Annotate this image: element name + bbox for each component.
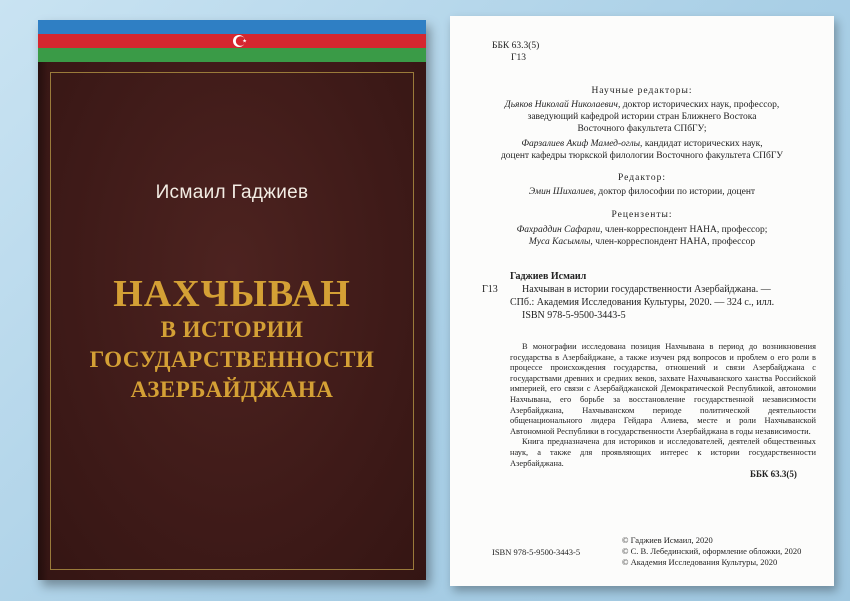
reviewer2-line bbox=[450, 236, 834, 248]
editor1-title: доктор исторических наук, профессор, bbox=[620, 100, 780, 110]
catalog-code-side: Г13 bbox=[482, 284, 498, 295]
azerbaijan-flag-band bbox=[38, 20, 426, 62]
editor2-position: доцент кафедры тюркской филологии Восточного факультета СПбГУ bbox=[500, 151, 784, 161]
imprint-page bbox=[450, 16, 834, 586]
scientific-editors-heading: Научные редакторы: bbox=[591, 86, 693, 96]
editor-desc: доктор философии по истории, доцент bbox=[596, 187, 756, 197]
cover-subtitle-line-3: АЗЕРБАЙДЖАНА bbox=[130, 377, 334, 402]
editor1-name: Дьяков Николай Николаевич, bbox=[504, 100, 621, 110]
crescent-star-icon bbox=[232, 33, 248, 49]
editor-heading: Редактор: bbox=[618, 173, 666, 183]
editor1-line-main bbox=[450, 99, 834, 111]
bbk-code-bottom: ББК 63.3(5) bbox=[750, 469, 797, 479]
reviewer1-line bbox=[450, 224, 834, 236]
copyright-publisher: © Академия Исследования Культуры, 2020 bbox=[622, 557, 778, 567]
cover-subtitle-line-1: В ИСТОРИИ bbox=[160, 317, 304, 342]
reviewers-heading: Рецензенты: bbox=[611, 210, 673, 220]
flag-red-stripe bbox=[38, 34, 426, 48]
reviewer2-name: Муса Касымлы, bbox=[528, 237, 593, 247]
biblio-isbn-line: ISBN 978-5-9500-3443-5 bbox=[522, 310, 626, 321]
copyright-cover-design: © С. В. Лебединский, оформление обложки, 2020 bbox=[622, 546, 802, 556]
reviewer1-desc: член-корреспондент НАНА, профессор; bbox=[602, 225, 768, 235]
bbk-code-top: ББК 63.3(5) bbox=[492, 41, 540, 51]
editor-name: Эмин Шихалиев, bbox=[528, 187, 597, 197]
biblio-publisher-line: СПб.: Академия Исследования Культуры, 2020. — 324 с., илл. bbox=[510, 297, 775, 308]
abstract-text bbox=[510, 342, 816, 469]
cover-title: НАХЧЫВАН bbox=[113, 273, 351, 315]
copyright-author: © Гаджиев Исмаил, 2020 bbox=[622, 535, 713, 545]
biblio-title-line: Нахчыван в истории государственности Азербайджана. — bbox=[522, 284, 771, 295]
cover-subtitle-line-2: ГОСУДАРСТВЕННОСТИ bbox=[89, 347, 375, 372]
flag-blue-stripe bbox=[38, 20, 426, 34]
reviewer2-desc: член-корреспондент НАНА, профессор bbox=[592, 237, 756, 247]
catalog-code-top: Г13 bbox=[511, 53, 526, 63]
editor2-title: кандидат исторических наук, bbox=[642, 139, 763, 149]
book-cover bbox=[38, 20, 426, 580]
isbn-bottom: ISBN 978-5-9500-3443-5 bbox=[492, 547, 581, 557]
flag-green-stripe bbox=[38, 48, 426, 62]
cover-author: Исмаил Гаджиев bbox=[155, 182, 309, 203]
editor2-line-main bbox=[450, 138, 834, 150]
catalog-author: Гаджиев Исмаил bbox=[510, 271, 587, 282]
editor1-faculty: Восточного факультета СПбГУ; bbox=[577, 124, 707, 134]
abstract-paragraph-2: Книга предназначена для историков и исследователей, деятелей общественных наук, а также для проявляющих интерес к истории государственности Азербайджана. bbox=[510, 437, 816, 468]
editor2-name: Фарзалиев Акиф Мамед-оглы, bbox=[521, 139, 643, 149]
editor1-position: заведующий кафедрой истории стран Ближнего Востока bbox=[527, 112, 757, 122]
reviewer1-name: Фахраддин Сафарли, bbox=[516, 225, 603, 235]
abstract-paragraph-1: В монографии исследована позиция Нахчывана в период до возникновения государства в Азербайджане, а также изучен ряд вопросов и проблем о его роли в процессе происхождения государства, отношений и связи Азербайджана с государствами древних и средних веков, захвате Нахчыванского ханства Российской империей, его связи с Азербайджанской Демократической Республикой, автономии Нахчывана, его борьбе за восстановление государственной независимости Азербайджана, Нахчыванском периоде политической деятельности общенационального лидера Гейдара Алиева, месте и роли Нахчыванской Автономной Республики в государственности Азербайджана в годы независимости. bbox=[510, 342, 816, 436]
editor-line bbox=[450, 186, 834, 198]
